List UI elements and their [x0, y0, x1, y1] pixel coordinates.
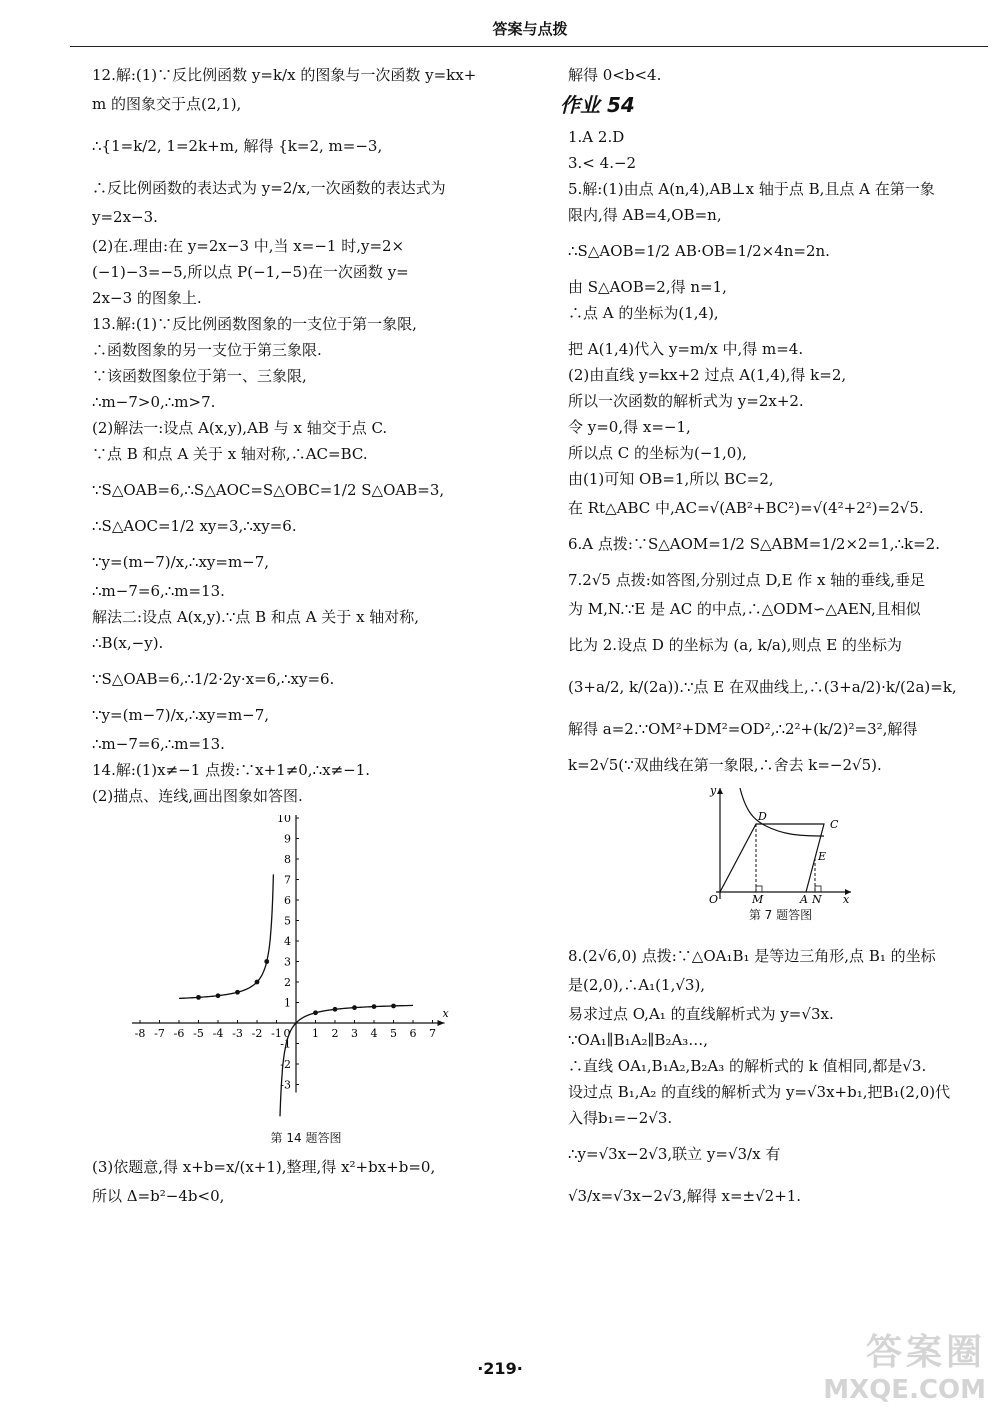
x-tick-label: -1 [271, 1027, 282, 1040]
y-tick-label: 3 [284, 955, 291, 969]
text-line: ∴S△AOC=1/2 xy=3,∴xy=6. [92, 517, 297, 535]
left-column [92, 62, 520, 1209]
text-line: 由 S△AOB=2,得 n=1, [568, 278, 727, 296]
text-line: ∵点 B 和点 A 关于 x 轴对称,∴AC=BC. [92, 445, 368, 463]
text-line: 为 M,N.∵E 是 AC 的中点,∴△ODM∽△AEN,且相似 [568, 600, 921, 618]
x-tick-label: -7 [154, 1027, 165, 1040]
text-line: ∴点 A 的坐标为(1,4), [568, 304, 719, 322]
data-point [255, 980, 260, 985]
text-line: 解法二:设点 A(x,y).∵点 B 和点 A 关于 x 轴对称, [92, 608, 420, 626]
text-line: ∴m−7=6,∴m=13. [92, 582, 225, 600]
text-line: 把 A(1,4)代入 y=m/x 中,得 m=4. [568, 340, 804, 358]
text-line: ∴函数图象的另一支位于第三象限. [92, 341, 322, 359]
text-line: ∴m−7=6,∴m=13. [92, 735, 225, 753]
right-column [560, 62, 993, 1209]
x-tick-label: 3 [351, 1027, 358, 1040]
text-line: 13.解:(1)∵反比例函数图象的一支位于第一象限, [92, 315, 417, 333]
x-tick-label: -4 [212, 1027, 224, 1040]
data-point [216, 993, 221, 998]
text-line: 12.解:(1)∵反比例函数 y=k/x 的图象与一次函数 y=kx+ [92, 66, 477, 84]
y-tick-label: -2 [280, 1058, 291, 1071]
figure-14-caption: 第 14 题答图 [270, 1131, 342, 1145]
text-line: 入得b₁=−2√3. [568, 1109, 673, 1127]
right-text-block-c [568, 943, 993, 1209]
x-axis-label: x [442, 1007, 449, 1020]
x-tick-label: -8 [134, 1027, 146, 1040]
x-tick-label: 0 [283, 1027, 291, 1040]
text-line: (2)解法一:设点 A(x,y),AB 与 x 轴交于点 C. [92, 419, 388, 437]
data-point [372, 1004, 377, 1009]
x-tick-label: -2 [251, 1027, 263, 1040]
text-line: ∵OA₁∥B₁A₂∥B₂A₃…, [568, 1031, 709, 1049]
text-line: (2)在.理由:在 y=2x−3 中,当 x=−1 时,y=2× [92, 237, 405, 255]
text-line: 解得 0<b<4. [568, 66, 662, 84]
text-line: √3/x=√3x−2√3,解得 x=±√2+1. [568, 1187, 802, 1205]
text-line: m 的图象交于点(2,1), [92, 95, 242, 113]
x-tick-label: 7 [429, 1027, 436, 1040]
x-tick-label: 4 [370, 1027, 378, 1040]
text-line: ∵该函数图象位于第一、三象限, [92, 367, 307, 385]
text-line: 1.A 2.D [568, 128, 625, 146]
text-line: (2)描点、连线,画出图象如答图. [92, 787, 303, 805]
x-axis-arrow [438, 1020, 445, 1026]
figure-7-caption: 第 7 题答图 [748, 908, 813, 922]
x-tick-label: -5 [193, 1027, 204, 1040]
label-d: D [757, 810, 767, 823]
text-line: 限内,得 AB=4,OB=n, [568, 206, 722, 224]
x-tick-label: -3 [232, 1027, 243, 1040]
page-number: ·219· [477, 1359, 523, 1378]
page-header: 答案与点拨 [492, 20, 568, 38]
x-tick-label: 5 [390, 1027, 397, 1040]
data-point [352, 1005, 357, 1010]
label-e: E [817, 850, 826, 863]
y-tick-label: 6 [284, 894, 291, 907]
text-line: (2)由直线 y=kx+2 过点 A(1,4),得 k=2, [568, 366, 847, 384]
text-line: ∵y=(m−7)/x,∴xy=m−7, [92, 706, 270, 724]
data-point [235, 990, 240, 995]
data-point [264, 959, 269, 964]
right-text-block-b [568, 124, 993, 778]
label-c: C [829, 818, 838, 831]
label-y: y [709, 784, 716, 797]
label-m: M [751, 893, 763, 904]
text-line: 3.< 4.−2 [568, 154, 637, 172]
text-line: 令 y=0,得 x=−1, [568, 418, 691, 436]
left-text-block-b [92, 1154, 520, 1209]
text-line: 所以点 C 的坐标为(−1,0), [568, 444, 747, 462]
text-line: 6.A 点拨:∵S△AOM=1/2 S△ABM=1/2×2=1,∴k=2. [568, 535, 940, 553]
curve-left-branch [179, 874, 273, 998]
text-line: 2x−3 的图象上. [92, 289, 202, 307]
label-o: O [708, 893, 718, 904]
y-axis-arrow [717, 788, 723, 794]
label-a: A [799, 893, 808, 904]
y-tick-label: 4 [284, 935, 291, 948]
right-angle-m [756, 886, 762, 892]
data-point [391, 1004, 396, 1009]
y-tick-label: 9 [284, 832, 291, 846]
text-line: 所以一次函数的解析式为 y=2x+2. [568, 392, 804, 410]
text-line: 易求过点 O,A₁ 的直线解析式为 y=√3x. [568, 1005, 834, 1023]
text-line: ∵y=(m−7)/x,∴xy=m−7, [92, 553, 270, 571]
label-x: x [842, 893, 849, 904]
text-line: 比为 2.设点 D 的坐标为 (a, k/a),则点 E 的坐标为 [568, 636, 902, 654]
text-line: 8.(2√6,0) 点拨:∵△OA₁B₁ 是等边三角形,点 B₁ 的坐标 [568, 947, 936, 965]
text-line: 所以 Δ=b²−4b<0, [92, 1187, 225, 1205]
watermark-line-1: 答案圈 [865, 1332, 986, 1373]
text-line: 由(1)可知 OB=1,所以 BC=2, [568, 470, 774, 488]
text-line: 设过点 B₁,A₂ 的直线的解析式为 y=√3x+b₁,把B₁(2,0)代 [568, 1083, 951, 1101]
text-line: y=2x−3. [92, 208, 158, 226]
text-line: ∴直线 OA₁,B₁A₂,B₂A₃ 的解析式的 k 值相同,都是√3. [568, 1057, 927, 1075]
header-rule [70, 46, 988, 47]
text-line: 7.2√5 点拨:如答图,分别过点 D,E 作 x 轴的垂线,垂足 [568, 571, 926, 589]
y-tick-label: 8 [284, 853, 291, 866]
y-tick-label: 1 [284, 996, 291, 1010]
text-line: ∴m−7>0,∴m>7. [92, 393, 216, 411]
label-n: N [811, 893, 822, 904]
text-line: (3+a/2, k/(2a)).∵点 E 在双曲线上,∴(3+a/2)·k/(2a)=k, [568, 678, 957, 696]
hyperbola-curve [740, 788, 824, 836]
data-point [333, 1007, 338, 1012]
y-tick-label: 5 [284, 914, 291, 928]
x-tick-label: 1 [312, 1027, 319, 1040]
text-line: (3)依题意,得 x+b=x/(x+1),整理,得 x²+bx+b=0, [92, 1158, 436, 1176]
y-tick-label: 10 [277, 815, 291, 825]
text-line: 在 Rt△ABC 中,AC=√(AB²+BC²)=√(4²+2²)=2√5. [568, 499, 924, 517]
parallelogram-odca [720, 824, 824, 892]
text-line: ∴S△AOB=1/2 AB·OB=1/2×4n=2n. [568, 242, 830, 260]
homework-title: 作业 54 [560, 93, 635, 117]
watermark-line-2: MXQE.COM [823, 1375, 986, 1405]
text-line: ∴B(x,−y). [92, 634, 164, 652]
left-text-block-a [92, 62, 520, 809]
text-line: 是(2,0),∴A₁(1,√3), [568, 976, 706, 994]
x-tick-label: -6 [173, 1027, 185, 1040]
data-point [313, 1010, 318, 1015]
y-tick-label: 7 [284, 873, 291, 887]
watermark-logo [823, 1324, 986, 1405]
y-tick-label: -3 [280, 1078, 291, 1092]
figure-7-diagram [706, 784, 856, 904]
x-tick-label: 2 [331, 1027, 339, 1040]
text-line: 14.解:(1)x≠−1 点拨:∵x+1≠0,∴x≠−1. [92, 761, 371, 779]
text-line: ∴反比例函数的表达式为 y=2/x,一次函数的表达式为 [92, 179, 446, 197]
x-tick-label: 6 [409, 1027, 417, 1040]
text-line: k=2√5(∵双曲线在第一象限,∴舍去 k=−2√5). [568, 756, 882, 774]
figure-14-graph [126, 815, 486, 1127]
text-line: (−1)−3=−5,所以点 P(−1,−5)在一次函数 y= [92, 263, 409, 281]
text-line: ∵S△OAB=6,∴1/2·2y·x=6,∴xy=6. [92, 670, 335, 688]
text-line: ∴{1=k/2, 1=2k+m, 解得 {k=2, m=−3, [92, 137, 383, 155]
text-line: ∴y=√3x−2√3,联立 y=√3/x 有 [568, 1145, 781, 1163]
text-line: ∵S△OAB=6,∴S△AOC=S△OBC=1/2 S△OAB=3, [92, 481, 445, 499]
text-line: 解得 a=2.∵OM²+DM²=OD²,∴2²+(k/2)²=3²,解得 [568, 720, 918, 738]
text-line: 5.解:(1)由点 A(n,4),AB⊥x 轴于点 B,且点 A 在第一象 [568, 180, 935, 198]
y-tick-label: -1 [280, 1037, 291, 1051]
data-point [196, 995, 201, 1000]
right-angle-n [815, 886, 821, 892]
y-tick-label: 2 [284, 976, 291, 989]
